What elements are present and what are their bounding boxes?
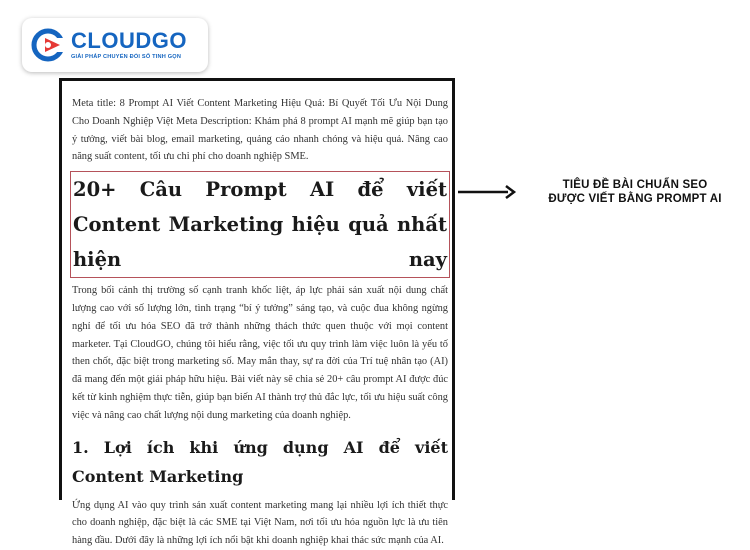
cloudgo-logo	[22, 18, 208, 72]
annotation-line-1: TIÊU ĐỀ BÀI CHUẨN SEO	[562, 179, 708, 191]
meta-paragraph: Meta title: 8 Prompt AI Viết Content Marketing Hiệu Quả: Bí Quyết Tối Ưu Nội Dung Cho Doanh Nghiệp Việt Meta Description: Khám phá 8 prompt AI mạnh mẽ giúp bạn tạo ý tưởng, viết bài blog, email marketing, quảng cáo nhanh chóng và hiệu quả. Nâng cao năng suất content, tối ưu chi phí cho doanh nghiệp SME.	[72, 98, 448, 163]
section-paragraph: Ứng dụng AI vào quy trình sản xuất content marketing mang lại nhiều lợi ích thiết thực cho doanh nghiệp, đặc biệt là các SME tại Việt Nam, nơi tối ưu hóa nguồn lực là ưu tiên hàng đầu. Dưới đây là những lợi ích nổi bật khi doanh nghiệp khai thác sức mạnh của AI.	[72, 499, 448, 547]
cloudgo-mark-icon	[31, 28, 65, 62]
arrow-right-icon	[456, 184, 518, 200]
logo-tagline: GIẢI PHÁP CHUYỂN ĐỔI SỐ TINH GỌN	[71, 54, 182, 60]
section-heading: 1. Lợi ích khi ứng dụng AI để viết Content Marketing	[72, 437, 448, 486]
logo-name: CLOUDGO	[71, 28, 187, 53]
article-title: 20+ Câu Prompt AI để viết Content Marketing hiệu quả nhất hiện nay	[73, 178, 447, 272]
title-highlight-box	[70, 171, 450, 278]
intro-paragraph: Trong bối cảnh thị trường số cạnh tranh khốc liệt, áp lực phải sản xuất nội dung chất lượng cao với số lượng lớn, tình trạng “bí ý tưởng” sáng tạo, và cuộc đua không ngừng nghỉ để tối ưu hóa SEO đã trở thành những thách thức quen thuộc với mọi content marketer. Tại CloudGO, chúng tôi hiểu rằng, việc tối ưu quy trình làm việc luôn là yếu tố then chốt, đặc biệt trong marketing số. May mắn thay, sự ra đời của Trí tuệ nhân tạo (AI) đã mang đến một giải pháp hữu hiệu. Bài viết này sẽ chia sẻ 20+ câu prompt AI được đúc kết từ kinh nghiệm thực tiễn, giúp bạn biến AI thành trợ thủ đắc lực, tối ưu hiệu suất công việc và nâng cao chất lượng nội dung marketing của doanh nghiệp.	[72, 285, 448, 421]
document-preview	[59, 78, 455, 547]
annotation-label	[520, 178, 750, 206]
annotation-line-2: ĐƯỢC VIẾT BẰNG PROMPT AI	[548, 193, 722, 205]
document-body	[72, 95, 448, 550]
